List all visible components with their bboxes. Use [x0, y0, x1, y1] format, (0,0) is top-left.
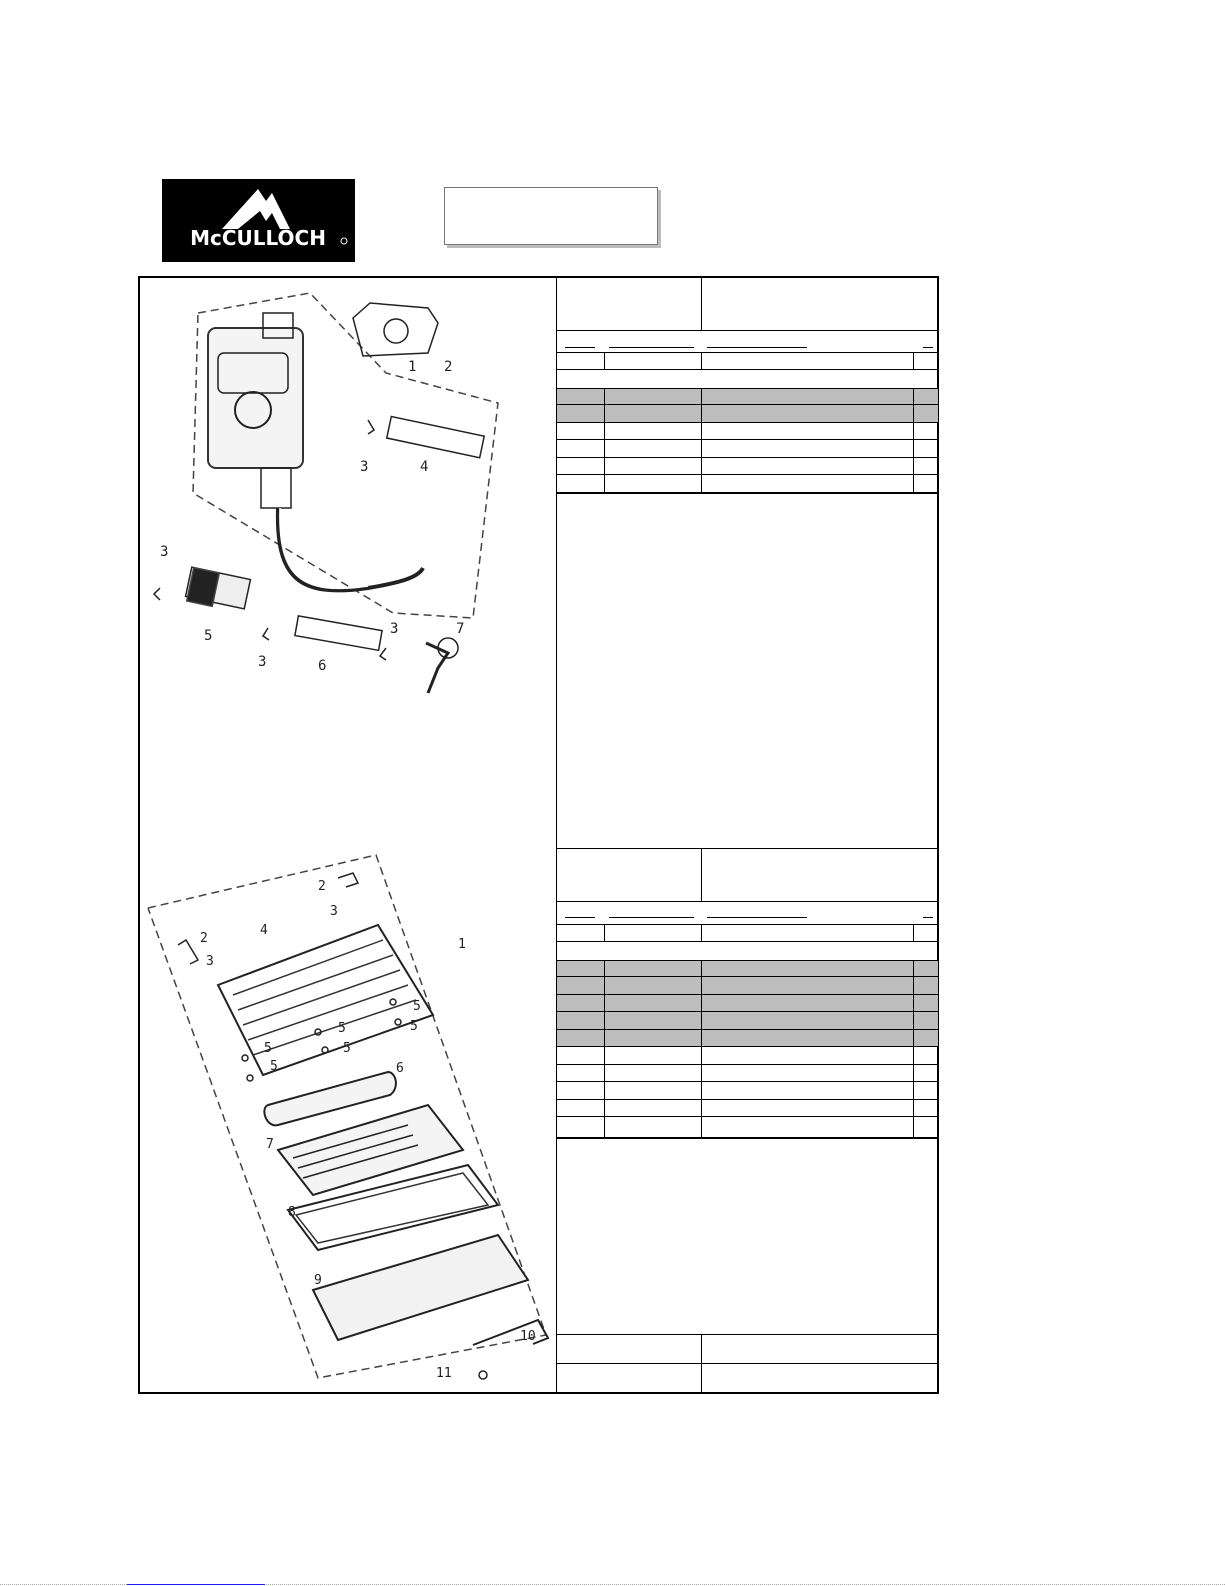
af-callout-11: 11 — [436, 1366, 452, 1381]
table-row — [557, 1117, 938, 1139]
table-2-header — [557, 848, 938, 902]
callout-2: 2 — [444, 359, 453, 375]
table-row — [557, 977, 938, 995]
logo-text: McCULLOCH — [190, 226, 326, 250]
af-callout-6: 6 — [396, 1061, 404, 1076]
table-row — [557, 1047, 938, 1065]
table-row — [557, 440, 938, 458]
af-callout-1: 1 — [458, 937, 466, 952]
table-1-header — [557, 278, 938, 331]
mcculloch-logo-mark — [162, 179, 355, 262]
callout-4: 4 — [420, 459, 429, 475]
title-box — [444, 187, 658, 245]
table-row — [557, 423, 938, 440]
af-callout-5b: 5 — [410, 1019, 418, 1034]
table-row — [557, 352, 938, 370]
callout-3b: 3 — [160, 544, 169, 560]
table-row — [557, 1065, 938, 1082]
table-1-column-heads — [557, 330, 938, 354]
table-row — [557, 475, 938, 494]
table-row — [557, 388, 938, 405]
af-callout-7: 7 — [266, 1137, 274, 1152]
callout-3d: 3 — [390, 621, 399, 637]
table-row — [557, 1082, 938, 1100]
af-callout-5d: 5 — [343, 1041, 351, 1056]
af-callout-2b: 2 — [200, 931, 208, 946]
callout-1: 1 — [408, 359, 417, 375]
callout-3c: 3 — [258, 654, 267, 670]
af-callout-9: 9 — [314, 1273, 322, 1288]
callout-7: 7 — [456, 621, 465, 637]
table-row — [557, 1100, 938, 1117]
callout-3: 3 — [360, 459, 369, 475]
callout-5: 5 — [204, 628, 213, 644]
af-callout-5e: 5 — [264, 1041, 272, 1056]
table-row — [557, 960, 938, 977]
table-row — [557, 1030, 938, 1047]
af-callout-8: 8 — [288, 1205, 296, 1220]
af-callout-3b: 3 — [206, 954, 214, 969]
table-row — [557, 995, 938, 1012]
table-2-column-heads — [557, 900, 938, 924]
af-callout-5a: 5 — [413, 999, 421, 1014]
af-callout-5f: 5 — [270, 1059, 278, 1074]
af-callout-4: 4 — [260, 923, 268, 938]
af-callout-3: 3 — [330, 904, 338, 919]
table-row — [557, 458, 938, 475]
bottom-header-strip — [557, 1334, 938, 1394]
table-row — [557, 405, 938, 423]
callout-6: 6 — [318, 658, 327, 674]
table-row — [557, 924, 938, 942]
air-filter-illustration — [138, 850, 556, 1390]
carburetor-illustration — [138, 278, 556, 708]
af-callout-5c: 5 — [338, 1021, 346, 1036]
af-callout-2: 2 — [318, 879, 326, 894]
table-row — [557, 1012, 938, 1030]
af-callout-10: 10 — [520, 1329, 536, 1344]
mcculloch-logo — [162, 179, 355, 262]
